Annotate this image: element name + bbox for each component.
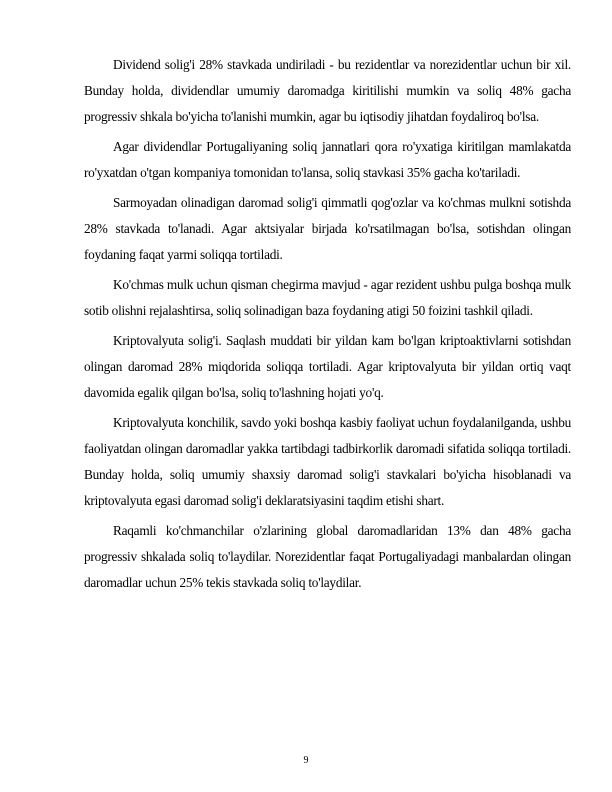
page-body xyxy=(84,52,571,600)
page-number: 9 xyxy=(303,755,309,766)
paragraph-blacklist-rate: Agar dividendlar Portugaliyaning soliq jannatlari qora ro'yxatiga kiritilgan mamlakatda ro'yxatdan o'tgan kompaniya tomonidan to'lansa, soliq stavkasi 35% gacha ko'tariladi. xyxy=(84,139,571,180)
paragraph-real-estate-deduction: Ko'chmas mulk uchun qisman chegirma mavjud - agar rezident ushbu pulga boshqa mulk sotib olishni rejalashtirsa, soliq solinadigan baza foydaning atigi 50 foizini tashkil qiladi. xyxy=(84,277,571,318)
paragraph-capital-gains: Sarmoyadan olinadigan daromad solig'i qimmatli qog'ozlar va ko'chmas mulkni sotishda 28% stavkada to'lanadi. Agar aktsiyalar birjada ko'rsatilmagan bo'lsa, sotishdan olingan foydaning faqat yarmi soliqqa tortiladi. xyxy=(84,195,571,262)
paragraph-crypto-tax: Kriptovalyuta solig'i. Saqlash muddati bir yildan kam bo'lgan kriptoaktivlarni sotishdan olingan daromad 28% miqdorida soliqqa tortiladi. Agar kriptovalyuta bir yildan ortiq vaqt davomida egalik qilgan bo'lsa, soliq to'lashning hojati yo'q. xyxy=(84,333,571,400)
paragraph-digital-nomads: Raqamli ko'chmanchilar o'zlarining global daromadlaridan 13% dan 48% gacha progressiv shkalada soliq to'laydilar. Norezidentlar faqat Portugaliyadagi manbalardan olingan daromadlar uchun 25% tekis stavkada soliq to'laydilar. xyxy=(84,523,571,590)
paragraph-dividend-tax: Dividend solig'i 28% stavkada undiriladi - bu rezidentlar va norezidentlar uchun bir xil. Bunday holda, dividendlar umumiy daromadga kiritilishi mumkin va soliq 48% gacha progressiv shkala bo'yicha to'lanishi mumkin, agar bu iqtisodiy jihatdan foydaliroq bo'lsa. xyxy=(84,57,571,124)
paragraph-crypto-business: Kriptovalyuta konchilik, savdo yoki boshqa kasbiy faoliyat uchun foydalanilganda, ushbu faoliyatdan olingan daromadlar yakka tartibdagi tadbirkorlik daromadi sifatida soliqqa tortiladi. Bunday holda, soliq umumiy shaxsiy daromad solig'i stavkalari bo'yicha hisoblanadi va kriptovalyuta egasi daromad solig'i deklaratsiyasini taqdim etishi shart. xyxy=(84,415,571,508)
